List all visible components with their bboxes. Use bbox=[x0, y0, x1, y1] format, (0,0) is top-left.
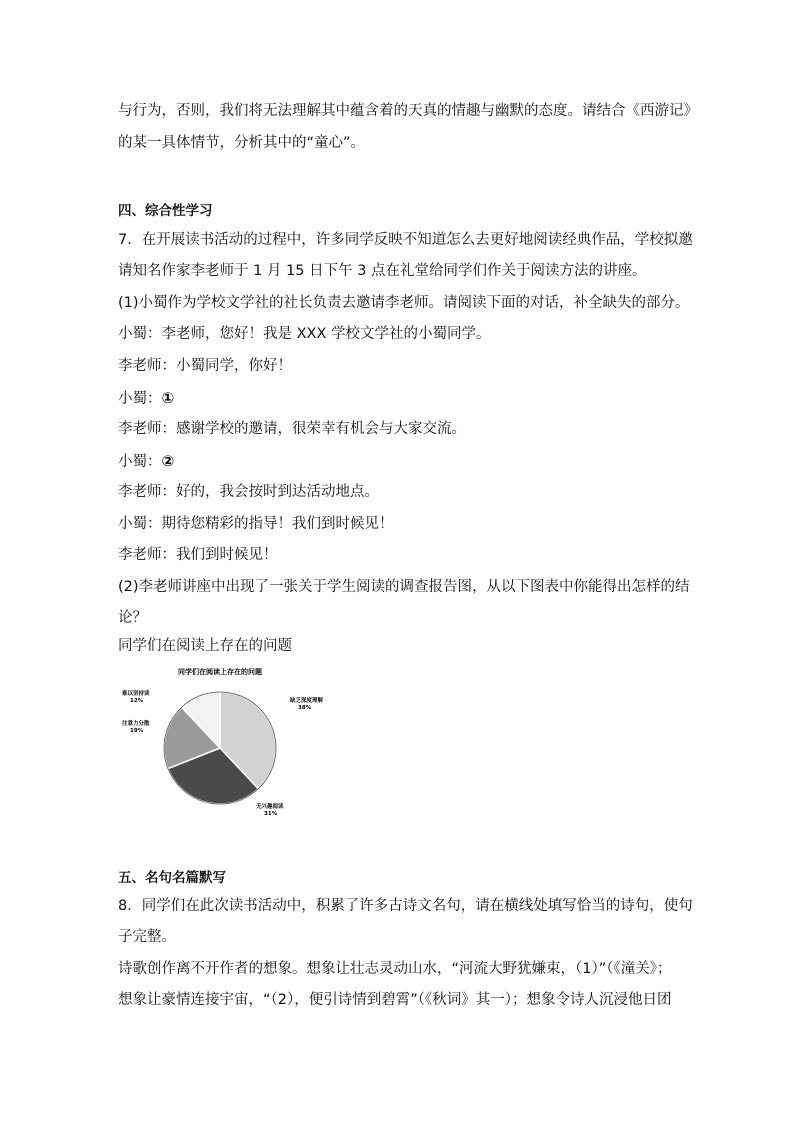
section-heading: 四、综合性学习 bbox=[118, 203, 213, 219]
slice-percent-label: 12% bbox=[130, 698, 144, 704]
chart-title: 同学们在阅读上存在的问题 bbox=[178, 668, 262, 676]
slice-percent-label: 19% bbox=[130, 728, 144, 734]
slice-percent-label: 31% bbox=[264, 811, 278, 817]
slice-label: 缺乏深度理解 bbox=[290, 698, 324, 704]
dialogue-line bbox=[118, 451, 174, 472]
dialogue-line: 李老师：好的，我会按时到达活动地点。 bbox=[118, 484, 379, 500]
blank-marker: ② bbox=[161, 452, 175, 470]
question-text: 想象让豪情连接宇宙，“（2），便引诗情到碧霄”（《秋词》其一）；想象令诗人沉浸他日团 bbox=[118, 992, 672, 1008]
chart-caption: 同学们在阅读上存在的问题 bbox=[118, 638, 292, 654]
question-text: 子完整。 bbox=[118, 929, 176, 945]
blank-marker: ① bbox=[161, 389, 175, 407]
speaker-label: 小蜀： bbox=[118, 391, 162, 407]
question-text: 请知名作家李老师于 1 月 15 日下午 3 点在礼堂给同学们作关于阅读方法的讲座。 bbox=[118, 263, 647, 279]
question-text: 8．同学们在此次读书活动中，积累了许多古诗文名句，请在横线处填写恰当的诗句，使句 bbox=[118, 898, 693, 914]
dialogue-line: 李老师：感谢学校的邀请，很荣幸有机会与大家交流。 bbox=[118, 421, 466, 437]
slice-label: 无兴趣阅读 bbox=[256, 804, 284, 810]
text-line: 的某一具体情节，分析其中的“童心”。 bbox=[118, 135, 366, 151]
slice-percent-label: 38% bbox=[298, 705, 312, 711]
dialogue-line bbox=[118, 388, 174, 409]
dialogue-line: 小蜀：李老师，您好！我是 XXX 学校文学社的小蜀同学。 bbox=[118, 326, 491, 342]
speaker-label: 小蜀： bbox=[118, 454, 162, 470]
question-text: 7．在开展读书活动的过程中，许多同学反映不知道怎么去更好地阅读经典作品，学校拟邀 bbox=[118, 232, 693, 248]
question-text: 诗歌创作离不开作者的想象。想象让壮志灵动山水，“河流大野犹嫌束，（1）”（《潼关》； bbox=[118, 961, 672, 977]
dialogue-line: 李老师：我们到时候见！ bbox=[118, 547, 278, 563]
question-text: (2)李老师讲座中出现了一张关于学生阅读的调查报告图，从以下图表中你能得出怎样的结 bbox=[118, 579, 690, 595]
slice-label: 注意力分散 bbox=[122, 721, 150, 727]
slice-label: 难以坚持读 bbox=[122, 691, 150, 697]
section-heading: 五、名句名篇默写 bbox=[118, 870, 226, 886]
dialogue-line: 小蜀：期待您精彩的指导！我们到时候见！ bbox=[118, 516, 394, 532]
question-text: (1)小蜀作为学校文学社的社长负责去邀请李老师。请阅读下面的对话，补全缺失的部分。 bbox=[118, 295, 690, 311]
question-text: 论？ bbox=[118, 610, 147, 626]
text-line: 与行为，否则，我们将无法理解其中蕴含着的天真的情趣与幽默的态度。请结合《西游记》 bbox=[118, 103, 698, 119]
pie-chart bbox=[118, 662, 338, 822]
dialogue-line: 李老师：小蜀同学，你好！ bbox=[118, 358, 292, 374]
